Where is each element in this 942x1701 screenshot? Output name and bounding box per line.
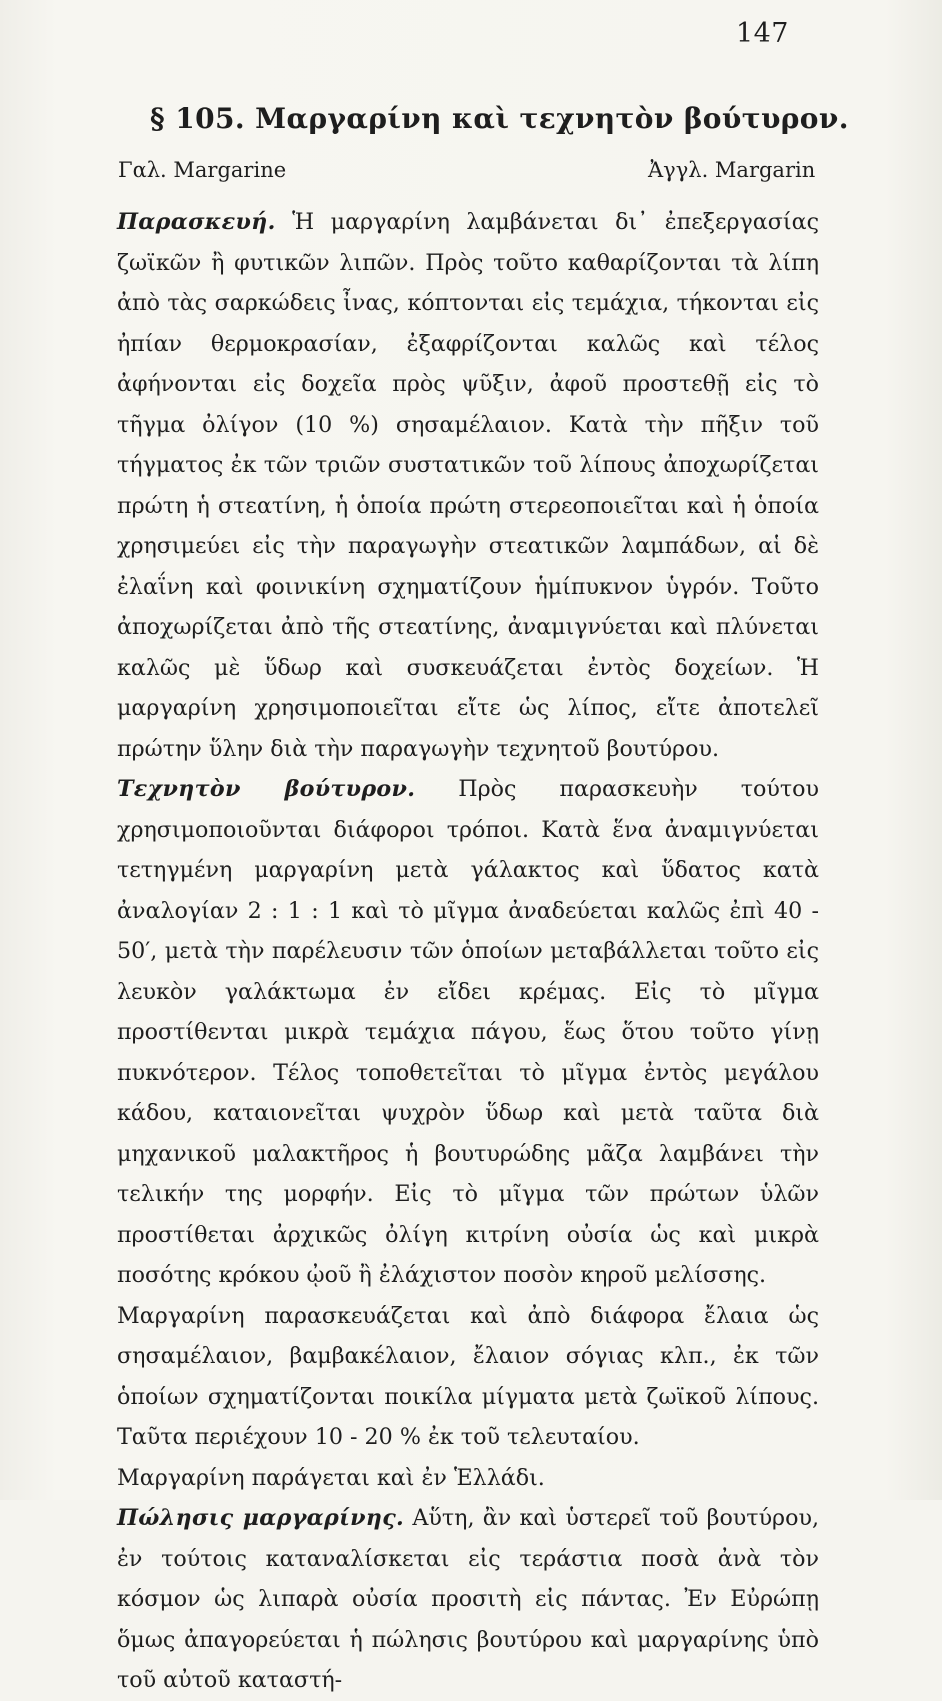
run-in-heading: Παρασκευή. xyxy=(117,209,276,235)
paragraph-text: Μαργαρίνη παράγεται καὶ ἐν Ἑλλάδι. xyxy=(117,1464,545,1491)
paragraph-preparation xyxy=(117,202,819,769)
paragraph-oils xyxy=(117,1296,819,1458)
english-term: Ἀγγλ. Margarin xyxy=(648,158,816,182)
paragraph-text: Ἡ μαργαρίνη λαμβάνεται δι᾽ ἐπεξεργασίας ζωϊκῶν ἢ φυτικῶν λιπῶν. Πρὸς τοῦτο καθαρίζονται τὰ λίπη ἀπὸ τὰς σαρκώδεις ἶνας, κόπτονται εἰς τεμάχια, τήκονται εἰς ἠπίαν θερμοκρασίαν, ἐξαφρίζονται καλῶς καὶ τέλος ἀφήνονται εἰς δοχεῖα πρὸς ψῦξιν, ἀφοῦ προστεθῇ εἰς τὸ τῆγμα ὀλίγον (10 %) σησαμέλαιον. Κατὰ τὴν πῆξιν τοῦ τήγματος ἐκ τῶν τριῶν συστατικῶν τοῦ λίπους ἀποχωρίζεται πρώτη ἡ στεατίνη, ἡ ὁποία πρώτη στερεοποιεῖται καὶ ἡ ὁποία χρησιμεύει εἰς τὴν παραγωγὴν στεατικῶν λαμπάδων, αἱ δὲ ἐλαΐνη καὶ φοινικίνη σχηματίζουν ἡμίπυκνον ὑγρόν. Τοῦτο ἀποχωρίζεται ἀπὸ τῆς στεατίνης, ἀναμιγνύεται καὶ πλύνεται καλῶς μὲ ὕδωρ καὶ συσκευάζεται ἐντὸς δοχείων. Ἡ μαργαρίνη χρησιμοποιεῖται εἴτε ὡς λίπος, εἴτε ἀποτελεῖ πρώτην ὕλην διὰ τὴν παραγωγὴν τεχνητοῦ βουτύρου. xyxy=(117,209,819,762)
paragraph-text: Πρὸς παρασκευὴν τούτου χρησιμοποιοῦνται διάφοροι τρόποι. Κατὰ ἕνα ἀναμιγνύεται τετηγμένη μαργαρίνη μετὰ γάλακτος καὶ ὕδατος κατὰ ἀναλογίαν 2 : 1 : 1 καὶ τὸ μῖγμα ἀναδεύεται καλῶς ἐπὶ 40 - 50′, μετὰ τὴν παρέλευσιν τῶν ὁποίων μεταβάλλεται τοῦτο εἰς λευκὸν γαλάκτωμα ἐν εἴδει κρέμας. Εἰς τὸ μῖγμα προστίθενται μικρὰ τεμάχια πάγου, ἕως ὅτου τοῦτο γίνῃ πυκνότερον. Τέλος τοποθετεῖται τὸ μῖγμα ἐντὸς μεγάλου κάδου, καταιονεῖται ψυχρὸν ὕδωρ καὶ μετὰ ταῦτα διὰ μηχανικοῦ μαλακτῆρος ἡ βουτυρώδης μᾶζα λαμβάνει τὴν τελικήν της μορφήν. Εἰς τὸ μῖγμα τῶν πρώτων ὑλῶν προστίθεται ἀρχικῶς ὀλίγη κιτρίνη οὐσία ὡς καὶ μικρὰ ποσότης κρόκου ᾠοῦ ἢ ἐλάχιστον ποσὸν κηροῦ μελίσσης. xyxy=(117,776,819,1288)
body-text xyxy=(117,202,819,1701)
french-term: Γαλ. Margarine xyxy=(118,158,287,182)
paragraph-artificial-butter xyxy=(117,769,819,1296)
page-number: 147 xyxy=(735,18,789,49)
paragraph-greece xyxy=(117,1458,819,1499)
paragraph-sale xyxy=(117,1498,819,1701)
paragraph-text: Μαργαρίνη παρασκευάζεται καὶ ἀπὸ διάφορα ἔλαια ὡς σησαμέλαιον, βαμβακέλαιον, ἔλαιον σόγιας κλπ., ἐκ τῶν ὁποίων σχηματίζονται ποικίλα μίγματα μετὰ ζωϊκοῦ λίπους. Ταῦτα περιέχουν 10 - 20 % ἐκ τοῦ τελευταίου. xyxy=(117,1302,819,1450)
run-in-heading: Πώλησις μαργαρίνης. xyxy=(117,1505,405,1531)
paragraph-text: Αὕτη, ἂν καὶ ὑστερεῖ τοῦ βουτύρου, ἐν τούτοις καταναλίσκεται εἰς τεράστια ποσὰ ἀνὰ τὸν κόσμον ὡς λιπαρὰ οὐσία προσιτὴ εἰς πάντας. Ἐν Εὐρώπῃ ὅμως ἀπαγορεύεται ἡ πώλησις βουτύρου καὶ μαργαρίνης ὑπὸ τοῦ αὐτοῦ καταστή- xyxy=(117,1505,819,1693)
section-title: § 105. Μαργαρίνη καὶ τεχνητὸν βούτυρον. xyxy=(150,102,849,135)
run-in-heading: Τεχνητὸν βούτυρον. xyxy=(117,776,416,802)
